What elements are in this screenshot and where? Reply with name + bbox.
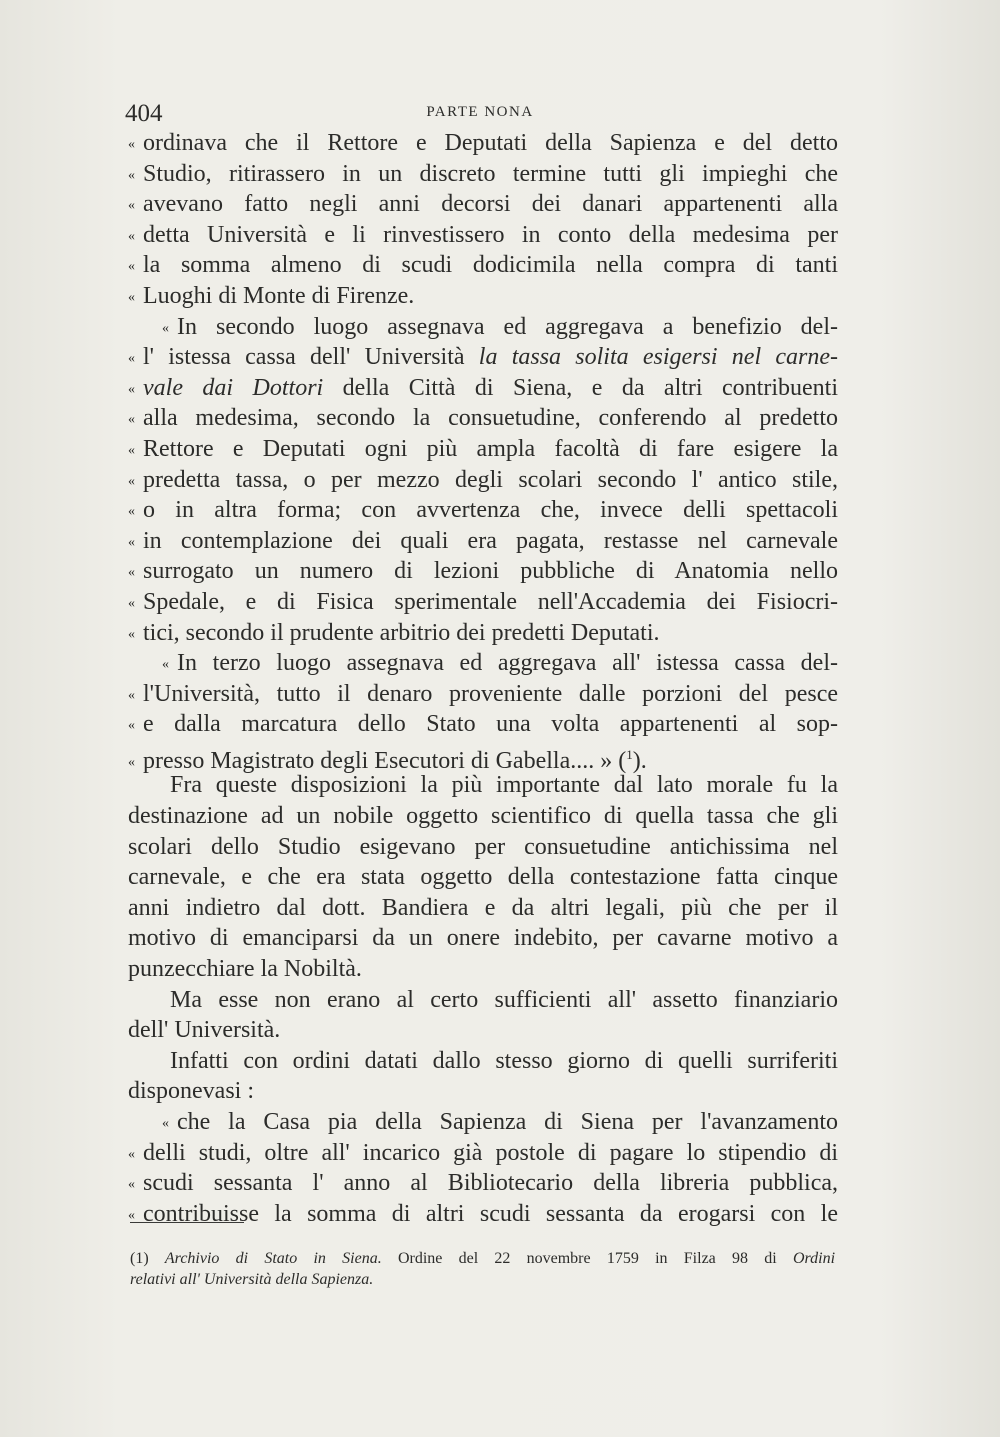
text-segment: disponevasi :: [128, 1078, 254, 1105]
page-header: [125, 90, 835, 130]
footnote-marker: (1): [130, 1250, 165, 1267]
text-line: [128, 1015, 838, 1046]
text-line: [128, 862, 838, 893]
text-line: [128, 1076, 838, 1107]
quote-mark: «: [128, 442, 135, 458]
text-line: [128, 373, 838, 404]
text-line: [128, 1107, 838, 1138]
quote-mark: «: [128, 198, 135, 214]
text-line: [128, 1138, 838, 1169]
text-segment: In terzo luogo assegnava ed aggregava all' istessa cassa del-: [177, 650, 838, 677]
text-segment: predetta tassa, o per mezzo degli scolari secondo l' antico stile,: [143, 466, 838, 493]
text-segment: la tassa solita esigersi nel carne-: [478, 344, 838, 371]
text-segment: l'Università, tutto il denaro proveniente dalle porzioni del pesce: [143, 680, 838, 707]
quote-mark: «: [162, 657, 169, 673]
text-line: [128, 526, 838, 557]
text-line: [128, 709, 838, 740]
text-line: [128, 618, 838, 649]
quote-mark: «: [128, 626, 135, 642]
text-line: [128, 801, 838, 832]
page-number: 404: [125, 100, 163, 127]
text-segment: che la Casa pia della Sapienza di Siena per l'avanzamento: [177, 1109, 838, 1135]
text-line: [128, 250, 838, 281]
quote-mark: «: [128, 534, 135, 550]
text-segment: scudi sessanta l' anno al Bibliotecario della libreria pubblica,: [143, 1170, 838, 1197]
text-line: [128, 1046, 838, 1077]
quote-mark: «: [128, 718, 135, 734]
text-line: [128, 893, 838, 924]
quote-mark: «: [128, 1146, 135, 1162]
footnote-line: [130, 1269, 835, 1290]
text-segment: ordinava che il Rettore e Deputati della Sapienza e del detto: [143, 130, 838, 156]
text-line: [128, 587, 838, 618]
text-segment: Infatti con ordini datati dallo stesso giorno di quelli surriferiti: [170, 1047, 838, 1074]
footnote-reference: 1: [626, 746, 633, 762]
text-line: [128, 832, 838, 863]
quote-mark: «: [128, 754, 135, 770]
text-segment: dell' Università.: [128, 1017, 281, 1044]
text-line: [128, 495, 838, 526]
text-segment: detta Università e li rinvestissero in conto della medesima per: [143, 221, 838, 248]
text-segment: contribuisse la somma di altri scudi sessanta da erogarsi con le: [143, 1200, 838, 1227]
text-segment: delli studi, oltre all' incarico già postole di pagare lo stipendio di: [143, 1139, 838, 1166]
text-segment: In secondo luogo assegnava ed aggregava a benefizio del-: [177, 313, 838, 340]
text-segment: alla medesima, secondo la consuetudine, conferendo al predetto: [143, 405, 838, 432]
text-line: [128, 740, 838, 774]
quote-mark: «: [128, 137, 135, 152]
text-segment: e dalla marcatura dello Stato una volta appartenenti al sop-: [143, 711, 838, 738]
text-segment: anni indietro dal dott. Bandiera e da altri legali, più che per il: [128, 894, 838, 921]
text-segment: o in altra forma; con avvertenza che, invece delli spettacoli: [143, 497, 838, 524]
quote-mark: «: [128, 1207, 135, 1223]
quote-mark: «: [128, 259, 135, 275]
text-segment: Rettore e Deputati ogni più ampla facoltà di fare esigere la: [143, 435, 838, 462]
text-line: [128, 679, 838, 710]
quote-mark: «: [128, 412, 135, 428]
text-line: [128, 556, 838, 587]
quote-mark: «: [128, 473, 135, 489]
text-segment: punzecchiare la Nobiltà.: [128, 956, 362, 983]
quote-mark: «: [128, 565, 135, 581]
text-line: [128, 434, 838, 465]
text-segment: la somma almeno di scudi dodicimila nella compra di tanti: [143, 252, 838, 279]
footnote-line: [130, 1248, 835, 1269]
quote-mark: «: [128, 351, 135, 367]
text-line: [128, 159, 838, 190]
footnote-segment: Ordine del 22 novembre 1759 in Filza 98 di: [381, 1250, 793, 1267]
text-segment: in contemplazione dei quali era pagata, restasse nel carnevale: [143, 527, 838, 554]
text-line: [128, 923, 838, 954]
text-segment: tici, secondo il prudente arbitrio dei predetti Deputati.: [143, 619, 660, 646]
text-segment: avevano fatto negli anni decorsi dei danari appartenenti alla: [143, 191, 838, 218]
text-segment: della Città di Siena, e da altri contribuenti: [323, 374, 838, 401]
quote-mark: «: [128, 167, 135, 183]
quote-mark: «: [162, 1116, 169, 1131]
text-line: [128, 1168, 838, 1199]
text-segment: Ma esse non erano al certo sufficienti all' assetto finanziario: [170, 986, 838, 1013]
text-line: [128, 128, 838, 159]
text-line: [128, 220, 838, 251]
quote-mark: «: [128, 504, 135, 520]
text-segment: ).: [632, 747, 647, 774]
text-segment: Luoghi di Monte di Firenze.: [143, 282, 415, 309]
footnote: [130, 1248, 835, 1290]
running-title: PARTE NONA: [426, 104, 534, 120]
text-segment: scolari dello Studio esigevano per consuetudine antichissima nel: [128, 833, 838, 860]
footnote-segment: Archivio di Stato in Siena.: [164, 1250, 382, 1267]
text-line: [128, 1199, 838, 1230]
quote-mark: «: [128, 381, 135, 397]
body-text: [128, 128, 838, 1229]
text-line: [128, 281, 838, 312]
text-line: [128, 312, 838, 343]
quote-mark: «: [128, 1177, 135, 1193]
text-segment: l' istessa cassa dell' Università: [143, 344, 479, 371]
text-segment: motivo di emanciparsi da un onere indebito, per cavarne motivo a: [128, 925, 838, 952]
footnote-segment: Ordini: [792, 1250, 836, 1267]
text-segment: carnevale, e che era stata oggetto della contestazione fatta cinque: [128, 864, 838, 891]
text-line: [128, 403, 838, 434]
text-segment: vale dai Dottori: [143, 374, 324, 401]
text-line: [128, 342, 838, 373]
text-line: [128, 985, 838, 1016]
text-segment: destinazione ad un nobile oggetto scientifico di quella tassa che gli: [128, 803, 838, 830]
footnote-separator: [130, 1222, 244, 1223]
text-segment: presso Magistrato degli Esecutori di Gabella.... » (: [143, 747, 627, 774]
text-segment: Studio, ritirassero in un discreto termine tutti gli impieghi che: [143, 160, 838, 187]
quote-mark: «: [128, 595, 135, 611]
text-line: [128, 465, 838, 496]
quote-mark: «: [128, 687, 135, 703]
text-line: [128, 648, 838, 679]
footnote-segment: relativi all' Università della Sapienza.: [130, 1271, 374, 1288]
text-line: [128, 954, 838, 985]
quote-mark: «: [128, 228, 135, 244]
quote-mark: «: [162, 320, 169, 336]
text-line: [128, 189, 838, 220]
quote-mark: «: [128, 289, 135, 305]
text-segment: surrogato un numero di lezioni pubbliche di Anatomia nello: [143, 558, 838, 585]
text-line: [128, 770, 838, 801]
text-segment: Spedale, e di Fisica sperimentale nell'Accademia dei Fisiocri-: [143, 588, 838, 615]
text-segment: Fra queste disposizioni la più importante dal lato morale fu la: [170, 772, 838, 799]
